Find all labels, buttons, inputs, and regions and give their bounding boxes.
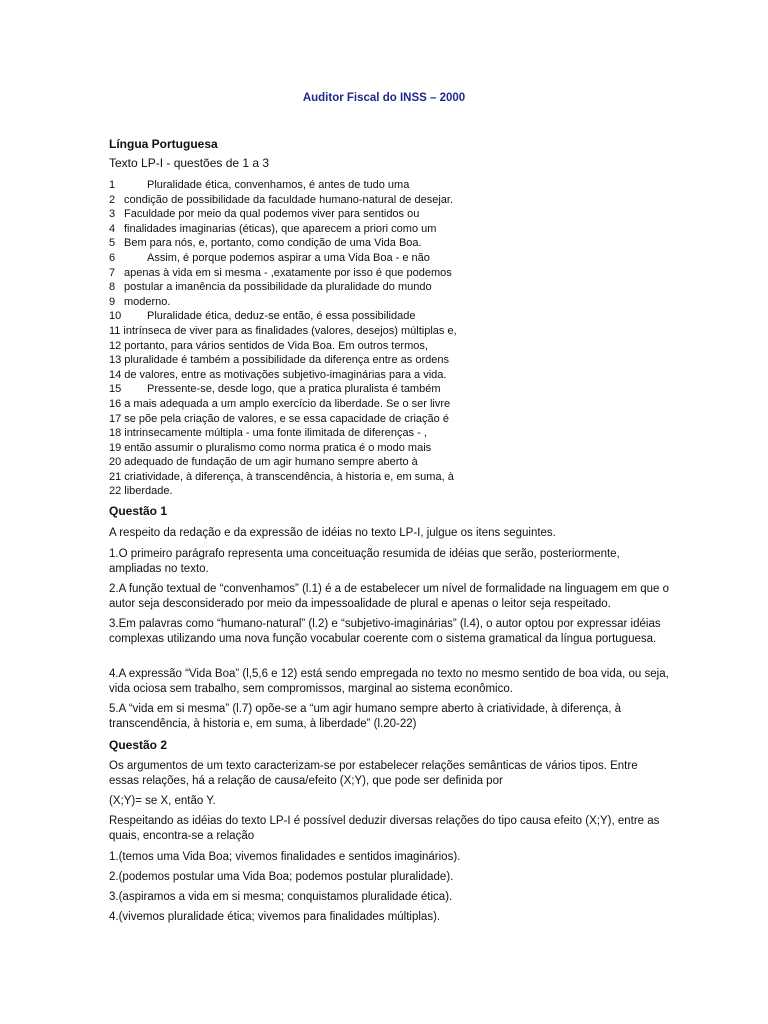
question-1-item: 1.O primeiro parágrafo representa uma conceituação resumida de idéias que serão, posteriormente, ampliadas no texto.	[109, 548, 620, 575]
text-line: 13 pluralidade é também a possibilidade da diferença entre as ordens	[109, 354, 449, 367]
text-line: 9 moderno.	[109, 295, 171, 308]
text-line: 11 intrínseca de viver para as finalidades (valores, desejos) múltiplas e,	[109, 324, 457, 337]
text-line: 20 adequado de fundação de um agir humano sempre aberto à	[109, 456, 418, 469]
question-1-item: 4.A expressão “Vida Boa” (l,5,6 e 12) está sendo empregada no texto no mesmo sentido de boa vida, ou seja, vida ociosa sem trabalho, sem compromissos, marginal ao sistema econômico.	[109, 668, 669, 695]
text-line: 19 então assumir o pluralismo como norma pratica é o modo mais	[109, 441, 432, 454]
question-1-item: 3.Em palavras como “humano-natural” (l.2) e “subjetivo-imaginárias” (l.4), o autor optou por expressar idéias complexas utilizando uma nova função vocabular coerente com o sistema gramatical da língua portuguesa.	[109, 618, 661, 645]
text-line: 15 Pressente-se, desde logo, que a pratica pluralista é também	[109, 383, 441, 396]
text-line: 3 Faculdade por meio da qual podemos viver para sentidos ou	[109, 208, 420, 221]
text-line: 7 apenas à vida em si mesma - ,exatamente por isso é que podemos	[109, 266, 452, 279]
text-line: 16 a mais adequada a um amplo exercício da liberdade. Se o ser livre	[109, 397, 451, 410]
numbered-text	[109, 178, 509, 499]
question-1-intro: A respeito da redação e da expressão de idéias no texto LP-I, julgue os itens seguintes.	[109, 527, 556, 539]
document-title: Auditor Fiscal do INSS – 2000	[302, 92, 466, 104]
question-2-intro: Os argumentos de um texto caracterizam-se por estabelecer relações semânticas de vários tipos. Entre essas relações, há a relação de causa/efeito (X;Y), que pode ser definida por	[109, 760, 638, 787]
text-line: 17 se põe pela criação de valores, e se essa capacidade de criação é	[109, 412, 449, 425]
question-2-item: 3.(aspiramos a vida em si mesma; conquistamos pluralidade ética).	[109, 891, 453, 903]
text-line: 21 criatividade, à diferença, à transcendência, à historia e, em suma, à	[109, 470, 454, 483]
question-2-lead: Respeitando as idéias do texto LP-I é possível deduzir diversas relações do tipo causa efeito (X;Y), entre as quais, encontra-se a relação	[109, 815, 660, 842]
section-heading: Língua Portuguesa	[109, 137, 218, 151]
question-2-item: 1.(temos uma Vida Boa; vivemos finalidades e sentidos imaginários).	[109, 851, 461, 863]
text-line: 14 de valores, entre as motivações subjetivo-imaginárias para a vida.	[109, 368, 447, 381]
question-1-item: 5.A “vida em si mesma” (l.7) opõe-se a “um agir humano sempre aberto à criatividade, à diferença, à transcendência, à historia e, em suma, à liberdade” (l.20-22)	[109, 703, 621, 730]
question-2-item: 4.(vivemos pluralidade ética; vivemos para finalidades múltiplas).	[109, 911, 441, 923]
text-line: 2 condição de possibilidade da faculdade humano-natural de desejar.	[109, 193, 454, 206]
question-1-heading: Questão 1	[109, 504, 168, 518]
question-2-heading: Questão 2	[109, 738, 168, 752]
question-1-item: 2.A função textual de “convenhamos” (l.1) é a de estabelecer um nível de formalidade na linguagem em que o autor seja desconsiderado por meio da impessoalidade de plural e apenas o leitor seja respeitado.	[109, 583, 670, 610]
text-line: 22 liberdade.	[109, 485, 173, 498]
text-line: 6 Assim, é porque podemos aspirar a uma Vida Boa - e não	[109, 251, 430, 264]
text-line: 8 postular a imanência da possibilidade da pluralidade do mundo	[109, 281, 432, 294]
text-line: 12 portanto, para vários sentidos de Vida Boa. Em outros termos,	[109, 339, 428, 352]
text-line: 18 intrinsecamente múltipla - uma fonte ilimitada de diferenças - ,	[109, 427, 427, 440]
text-line: 10 Pluralidade ética, deduz-se então, é essa possibilidade	[109, 310, 416, 323]
text-subtitle: Texto LP-I - questões de 1 a 3	[109, 156, 270, 170]
text-line: 5 Bem para nós, e, portanto, como condição de uma Vida Boa.	[109, 237, 422, 250]
text-line: 4 finalidades imaginarias (éticas), que aparecem a priori como um	[109, 222, 437, 235]
question-2-item: 2.(podemos postular uma Vida Boa; podemos postular pluralidade).	[109, 871, 454, 883]
question-2-formula: (X;Y)= se X, então Y.	[109, 795, 216, 807]
text-line: 1 Pluralidade ética, convenhamos, é antes de tudo uma	[109, 179, 410, 191]
